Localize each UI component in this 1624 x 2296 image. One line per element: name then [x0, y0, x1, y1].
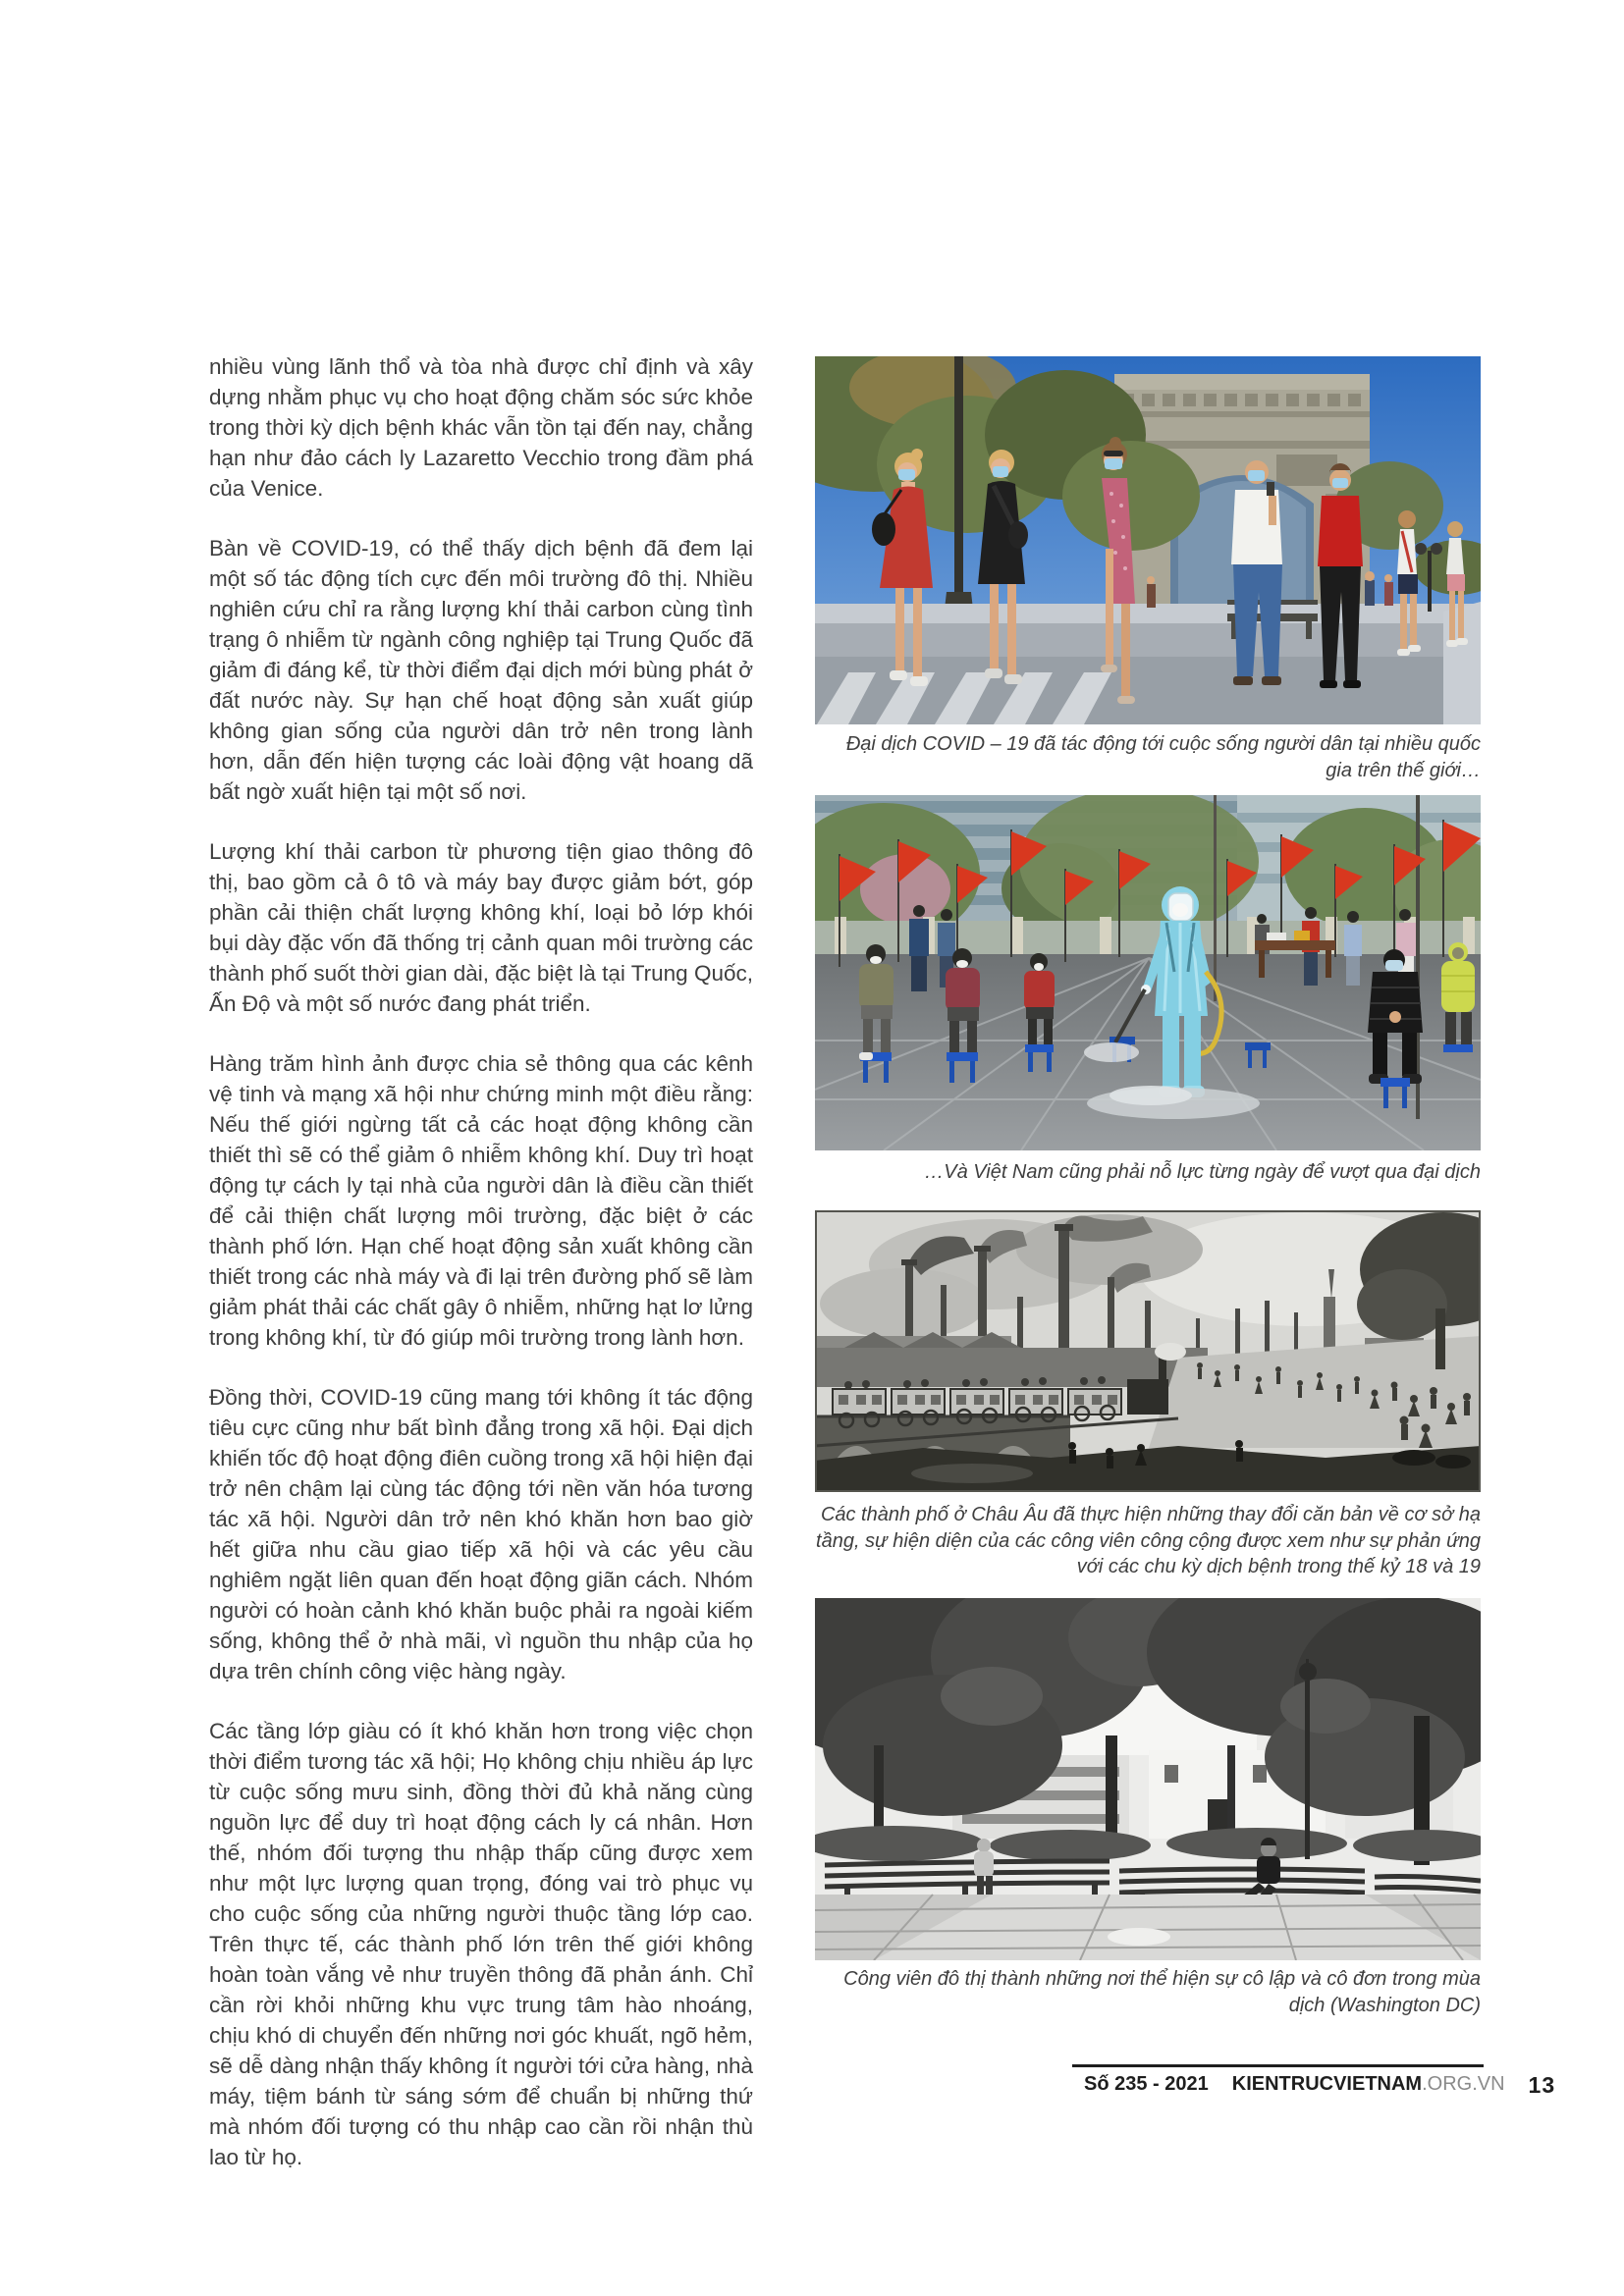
article-paragraph: Hàng trăm hình ảnh được chia sẻ thông qua các kênh vệ tinh và mạng xã hội như chứng minh một điều rằng: Nếu thế giới ngừng tất cả các hoạt động không cần thiết thì sẽ có thể giảm ô nhiễm không khí. Duy trì hoạt động tự cách ly tại nhà của người dân là điều cần thiết để cải thiện chất lượng môi trường, đặc biệt ở các thành phố lớn. Hạn chế hoạt động sản xuất không cần thiết trong các nhà máy và đi lại trên đường phố sẽ làm giảm phát thải các chất gây ô nhiễm, những hạt lơ lửng trong không khí, từ đó giúp môi trường trong lành hơn.: [209, 1051, 753, 1350]
figure-caption: Công viên đô thị thành những nơi thể hiện sự cô lập và cô đơn trong mùa dịch (Washington DC): [843, 1968, 1481, 2016]
website-domain: .ORG.VN: [1422, 2073, 1505, 2095]
article-paragraph: Lượng khí thải carbon từ phương tiện giao thông đô thị, bao gồm cả ô tô và máy bay được giảm bớt, góp phần cải thiện chất lượng không khí, loại bỏ lớp khói bụi dày đặc vốn đã thống trị cảnh quan môi trường các thành phố suốt thời gian dài, đặc biệt là tại Trung Quốc, Ấn Độ và một số nước đang phát triển.: [209, 839, 753, 1016]
engraving-european-industrial-city: [815, 1210, 1481, 1492]
page-number: 13: [1528, 2072, 1556, 2098]
article-paragraph: Bàn về COVID-19, có thể thấy dịch bệnh đã đem lại một số tác động tích cực đến môi trường đô thị. Nhiều nghiên cứu chỉ ra rằng lượng khí thải carbon cùng tình trạng ô nhiễm từ ngành công nghiệp tại Trung Quốc đã giảm đi đáng kể, từ thời điểm đại dịch mới bùng phát ở đất nước này. Sự hạn chế hoạt động sản xuất giúp không gian sống của người dân trở nên trong lành hơn, dẫn đến hiện tượng các loài động vật hoang dã bất ngờ xuất hiện tại một số nơi.: [209, 536, 753, 804]
article-paragraph: nhiều vùng lãnh thổ và tòa nhà được chỉ định và xây dựng nhằm phục vụ cho hoạt động chăm sóc sức khỏe trong thời kỳ dịch bệnh khác vẫn tồn tại đến nay, chẳng hạn như đảo cách ly Lazaretto Vecchio trong đầm phá của Venice.: [209, 354, 753, 501]
figure-caption: Đại dịch COVID – 19 đã tác động tới cuộc sống người dân tại nhiều quốc gia trên thế giới…: [845, 733, 1481, 781]
website-url: [1220, 2067, 1517, 2106]
page-footer: [1072, 2064, 1556, 2106]
issue-number: Số 235 - 2021: [1084, 2073, 1209, 2095]
article-paragraph: Đồng thời, COVID-19 cũng mang tới không ít tác động tiêu cực cũng như bất bình đẳng trong xã hội. Đại dịch khiến tốc độ hoạt động điên cuồng trong xã hội hiện đại trở nên chậm lại cùng tác động tới nền văn hóa tương tác xã hội. Người dân trở nên khó khăn hơn bao giờ hết giữa nhu cầu giao tiếp xã hội và các yêu cầu nghiêm ngặt liên quan đến hoạt động giãn cách. Nhóm người có hoàn cảnh khó khăn buộc phải ra ngoài kiếm sống, không thể ở nhà mãi, vì nguồn thu nhập của họ dựa trên chính công việc hàng ngày.: [209, 1385, 753, 1683]
photo-vietnam-square-disinfection: [815, 795, 1481, 1150]
figure-caption: …Và Việt Nam cũng phải nỗ lực từng ngày để vượt qua đại dịch: [924, 1161, 1481, 1183]
photo-washington-dc-park: [815, 1598, 1481, 1960]
figure-caption: Các thành phố ở Châu Âu đã thực hiện những thay đổi căn bản về cơ sở hạ tầng, sự hiện diện của các công viên công cộng được xem như sự phản ứng với các chu kỳ dịch bệnh trong thế kỷ 18 và 19: [816, 1504, 1481, 1577]
article-text-column: [209, 351, 753, 2202]
article-paragraph: Các tầng lớp giàu có ít khó khăn hơn trong việc chọn thời điểm tương tác xã hội; Họ không chịu nhiều áp lực từ cuộc sống mưu sinh, đồng thời đủ khả năng cùng nguồn lực để duy trì hoạt động cách ly cá nhân. Hơn thế, nhóm đối tượng thu nhập thấp cũng được xem như một lực lượng quan trọng, đóng vai trò phục vụ cho cuộc sống của những người thuộc tầng lớp cao. Trên thực tế, các thành phố lớn trên thế giới không hoàn toàn vắng vẻ như truyền thông đã phản ánh. Chỉ cần rời khỏi những khu vực trung tâm hào nhoáng, chịu khó di chuyển đến những nơi góc khuất, ngõ hẻm, sẽ dễ dàng nhận thấy không ít người tới cửa hàng, nhà máy, tiệm bánh từ sáng sớm để chuẩn bị những thứ mà nhóm đối tượng có thu nhập cao cần rồi nhận thù lao từ họ.: [209, 1719, 753, 2169]
photo-paris-street-masked-pedestrians: [815, 356, 1481, 724]
website-name: KIENTRUCVIETNAM: [1231, 2073, 1423, 2095]
